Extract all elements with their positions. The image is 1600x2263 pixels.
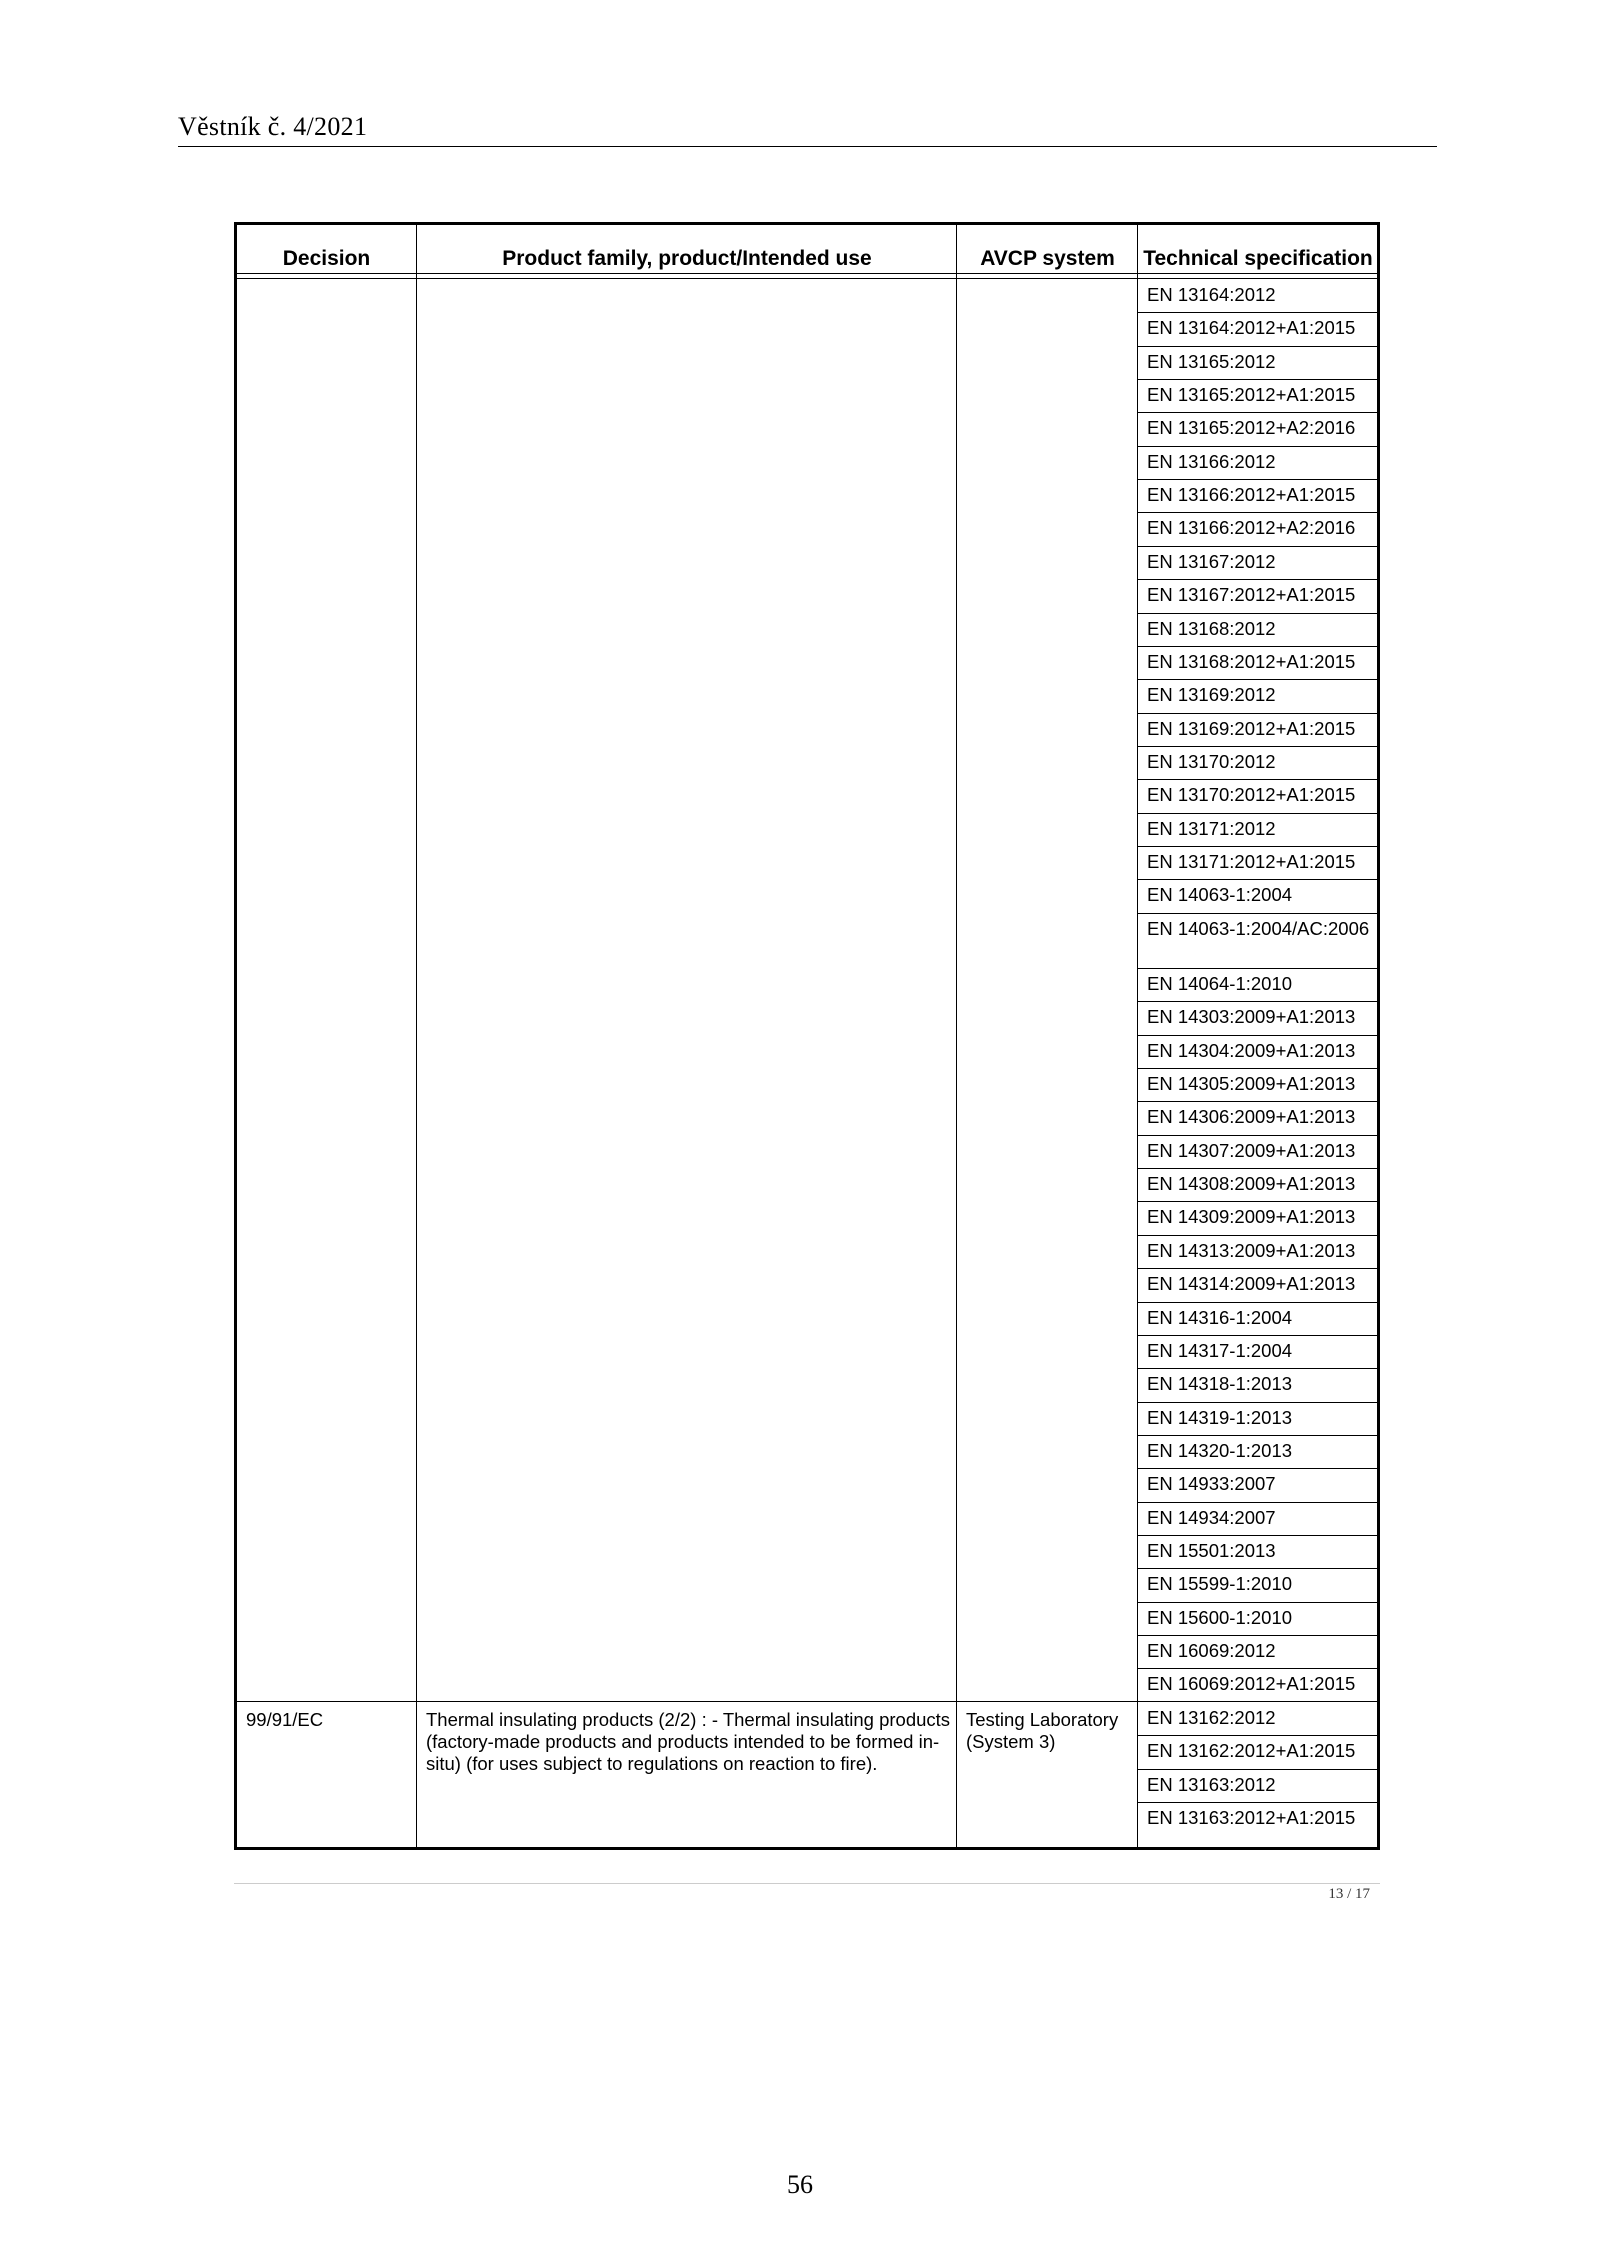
spec-separator: [1137, 1802, 1380, 1803]
spec-separator: [1137, 346, 1380, 347]
spec-entry: EN 14306:2009+A1:2013: [1147, 1106, 1356, 1128]
spec-entry: EN 13170:2012: [1147, 750, 1276, 772]
spec-entry: EN 14304:2009+A1:2013: [1147, 1039, 1356, 1061]
spec-entry: EN 16069:2012+A1:2015: [1147, 1673, 1356, 1695]
spec-entry: EN 13165:2012+A2:2016: [1147, 417, 1356, 439]
spec-separator: [1137, 779, 1380, 780]
spec-entry: EN 16069:2012: [1147, 1640, 1276, 1661]
spec-separator: [1137, 913, 1380, 914]
spec-entry: EN 14313:2009+A1:2013: [1147, 1239, 1356, 1261]
spec-entry: EN 14063-1:2004: [1147, 884, 1293, 906]
spec-entry: EN 14314:2009+A1:2013: [1147, 1273, 1356, 1295]
spec-entry: EN 15600-1:2010: [1147, 1606, 1293, 1628]
spec-entry: EN 13168:2012: [1147, 617, 1276, 639]
footer-rule: [234, 1883, 1380, 1884]
spec-separator: [1137, 968, 1380, 969]
spec-entry: EN 13162:2012: [1147, 1707, 1276, 1728]
spec-separator: [1137, 379, 1380, 380]
spec-entry: EN 14316-1:2004: [1147, 1306, 1293, 1328]
spec-entry: EN 13169:2012+A1:2015: [1147, 717, 1356, 739]
spec-separator: [1137, 1468, 1380, 1469]
row-separator: [234, 1701, 1380, 1702]
spec-entry: EN 13165:2012+A1:2015: [1147, 384, 1356, 406]
column-header-avcp: AVCP system: [980, 247, 1115, 270]
header-separator: [234, 273, 1380, 274]
spec-separator: [1137, 312, 1380, 313]
spec-entry: EN 13166:2012: [1147, 450, 1276, 472]
spec-entry: EN 14308:2009+A1:2013: [1147, 1173, 1356, 1195]
header-rule: [178, 146, 1437, 147]
spec-separator: [1137, 1101, 1380, 1102]
column-divider: [956, 222, 957, 1850]
spec-entry: EN 14063-1:2004/AC:2006: [1147, 917, 1370, 939]
spec-entry: EN 13166:2012+A1:2015: [1147, 484, 1356, 506]
spec-separator: [1137, 1302, 1380, 1303]
spec-separator: [1137, 1335, 1380, 1336]
spec-separator: [1137, 1502, 1380, 1503]
spec-separator: [1137, 1668, 1380, 1669]
spec-separator: [1137, 479, 1380, 480]
spec-separator: [1137, 1235, 1380, 1236]
spec-entry: EN 14934:2007: [1147, 1506, 1276, 1528]
avcp-cell: Testing Laboratory (System 3): [966, 1709, 1119, 1752]
spec-separator: [1137, 1001, 1380, 1002]
spec-separator: [1137, 1568, 1380, 1569]
spec-separator: [1137, 1535, 1380, 1536]
spec-entry: EN 14307:2009+A1:2013: [1147, 1139, 1356, 1161]
spec-entry: EN 13165:2012: [1147, 350, 1276, 372]
spec-separator: [1137, 546, 1380, 547]
spec-separator: [1137, 879, 1380, 880]
spec-entry: EN 14305:2009+A1:2013: [1147, 1073, 1356, 1095]
page-counter: 13 / 17: [1328, 1886, 1370, 1902]
spec-separator: [1137, 579, 1380, 580]
spec-entry: EN 13168:2012+A1:2015: [1147, 650, 1356, 672]
spec-entry: EN 13169:2012: [1147, 684, 1276, 706]
spec-entry: EN 14320-1:2013: [1147, 1439, 1293, 1461]
spec-entry: EN 14318-1:2013: [1147, 1373, 1293, 1395]
spec-entry: EN 13164:2012+A1:2015: [1147, 317, 1356, 339]
spec-separator: [1137, 646, 1380, 647]
spec-separator: [1137, 1402, 1380, 1403]
spec-entry: EN 14933:2007: [1147, 1473, 1276, 1495]
spec-entry: EN 13171:2012: [1147, 817, 1276, 839]
spec-entry: EN 13163:2012+A1:2015: [1147, 1807, 1356, 1829]
spec-separator: [1137, 1435, 1380, 1436]
spec-entry: EN 13170:2012+A1:2015: [1147, 784, 1356, 806]
spec-entry: EN 13167:2012+A1:2015: [1147, 584, 1356, 606]
column-divider: [416, 222, 417, 1850]
product-cell: Thermal insulating products (2/2) : - Thermal insulating products (factory-made products and products intended to be formed in-situ) (for uses subject to regulations on reaction to fire).: [426, 1709, 951, 1774]
spec-separator: [1137, 679, 1380, 680]
spec-separator: [1137, 746, 1380, 747]
spec-separator: [1137, 613, 1380, 614]
spec-separator: [1137, 1268, 1380, 1269]
spec-separator: [1137, 1635, 1380, 1636]
spec-entry: EN 14064-1:2010: [1147, 973, 1293, 994]
spec-entry: EN 14317-1:2004: [1147, 1339, 1293, 1361]
spec-separator: [1137, 1035, 1380, 1036]
spec-entry: EN 13164:2012: [1147, 284, 1276, 305]
column-header-technical-spec: Technical specification: [1143, 247, 1373, 270]
spec-entry: EN 14309:2009+A1:2013: [1147, 1206, 1356, 1228]
spec-entry: EN 13163:2012: [1147, 1773, 1276, 1795]
spec-separator: [1137, 1135, 1380, 1136]
spec-separator: [1137, 1201, 1380, 1202]
spec-separator: [1137, 446, 1380, 447]
page-number: 56: [787, 2170, 813, 2199]
spec-separator: [1137, 813, 1380, 814]
spec-entry: EN 14303:2009+A1:2013: [1147, 1006, 1356, 1028]
spec-entry: EN 15501:2013: [1147, 1539, 1276, 1561]
spec-separator: [1137, 412, 1380, 413]
spec-entry: EN 13167:2012: [1147, 550, 1276, 572]
spec-separator: [1137, 1602, 1380, 1603]
bulletin-title: Věstník č. 4/2021: [178, 112, 368, 141]
spec-separator: [1137, 512, 1380, 513]
column-header-decision: Decision: [282, 247, 371, 270]
spec-separator: [1137, 846, 1380, 847]
spec-entry: EN 15599-1:2010: [1147, 1573, 1293, 1595]
spec-separator: [1137, 1735, 1380, 1736]
spec-separator: [1137, 1168, 1380, 1169]
column-header-product: Product family, product/Intended use: [502, 247, 872, 270]
column-divider: [1137, 222, 1138, 1850]
header-separator: [234, 278, 1380, 279]
spec-entry: EN 13162:2012+A1:2015: [1147, 1740, 1356, 1762]
spec-separator: [1137, 1368, 1380, 1369]
spec-separator: [1137, 1068, 1380, 1069]
decision-cell: 99/91/EC: [246, 1709, 324, 1730]
spec-entry: EN 13166:2012+A2:2016: [1147, 517, 1356, 539]
spec-separator: [1137, 713, 1380, 714]
spec-separator: [1137, 1769, 1380, 1770]
spec-entry: EN 14319-1:2013: [1147, 1406, 1293, 1428]
spec-entry: EN 13171:2012+A1:2015: [1147, 850, 1356, 872]
